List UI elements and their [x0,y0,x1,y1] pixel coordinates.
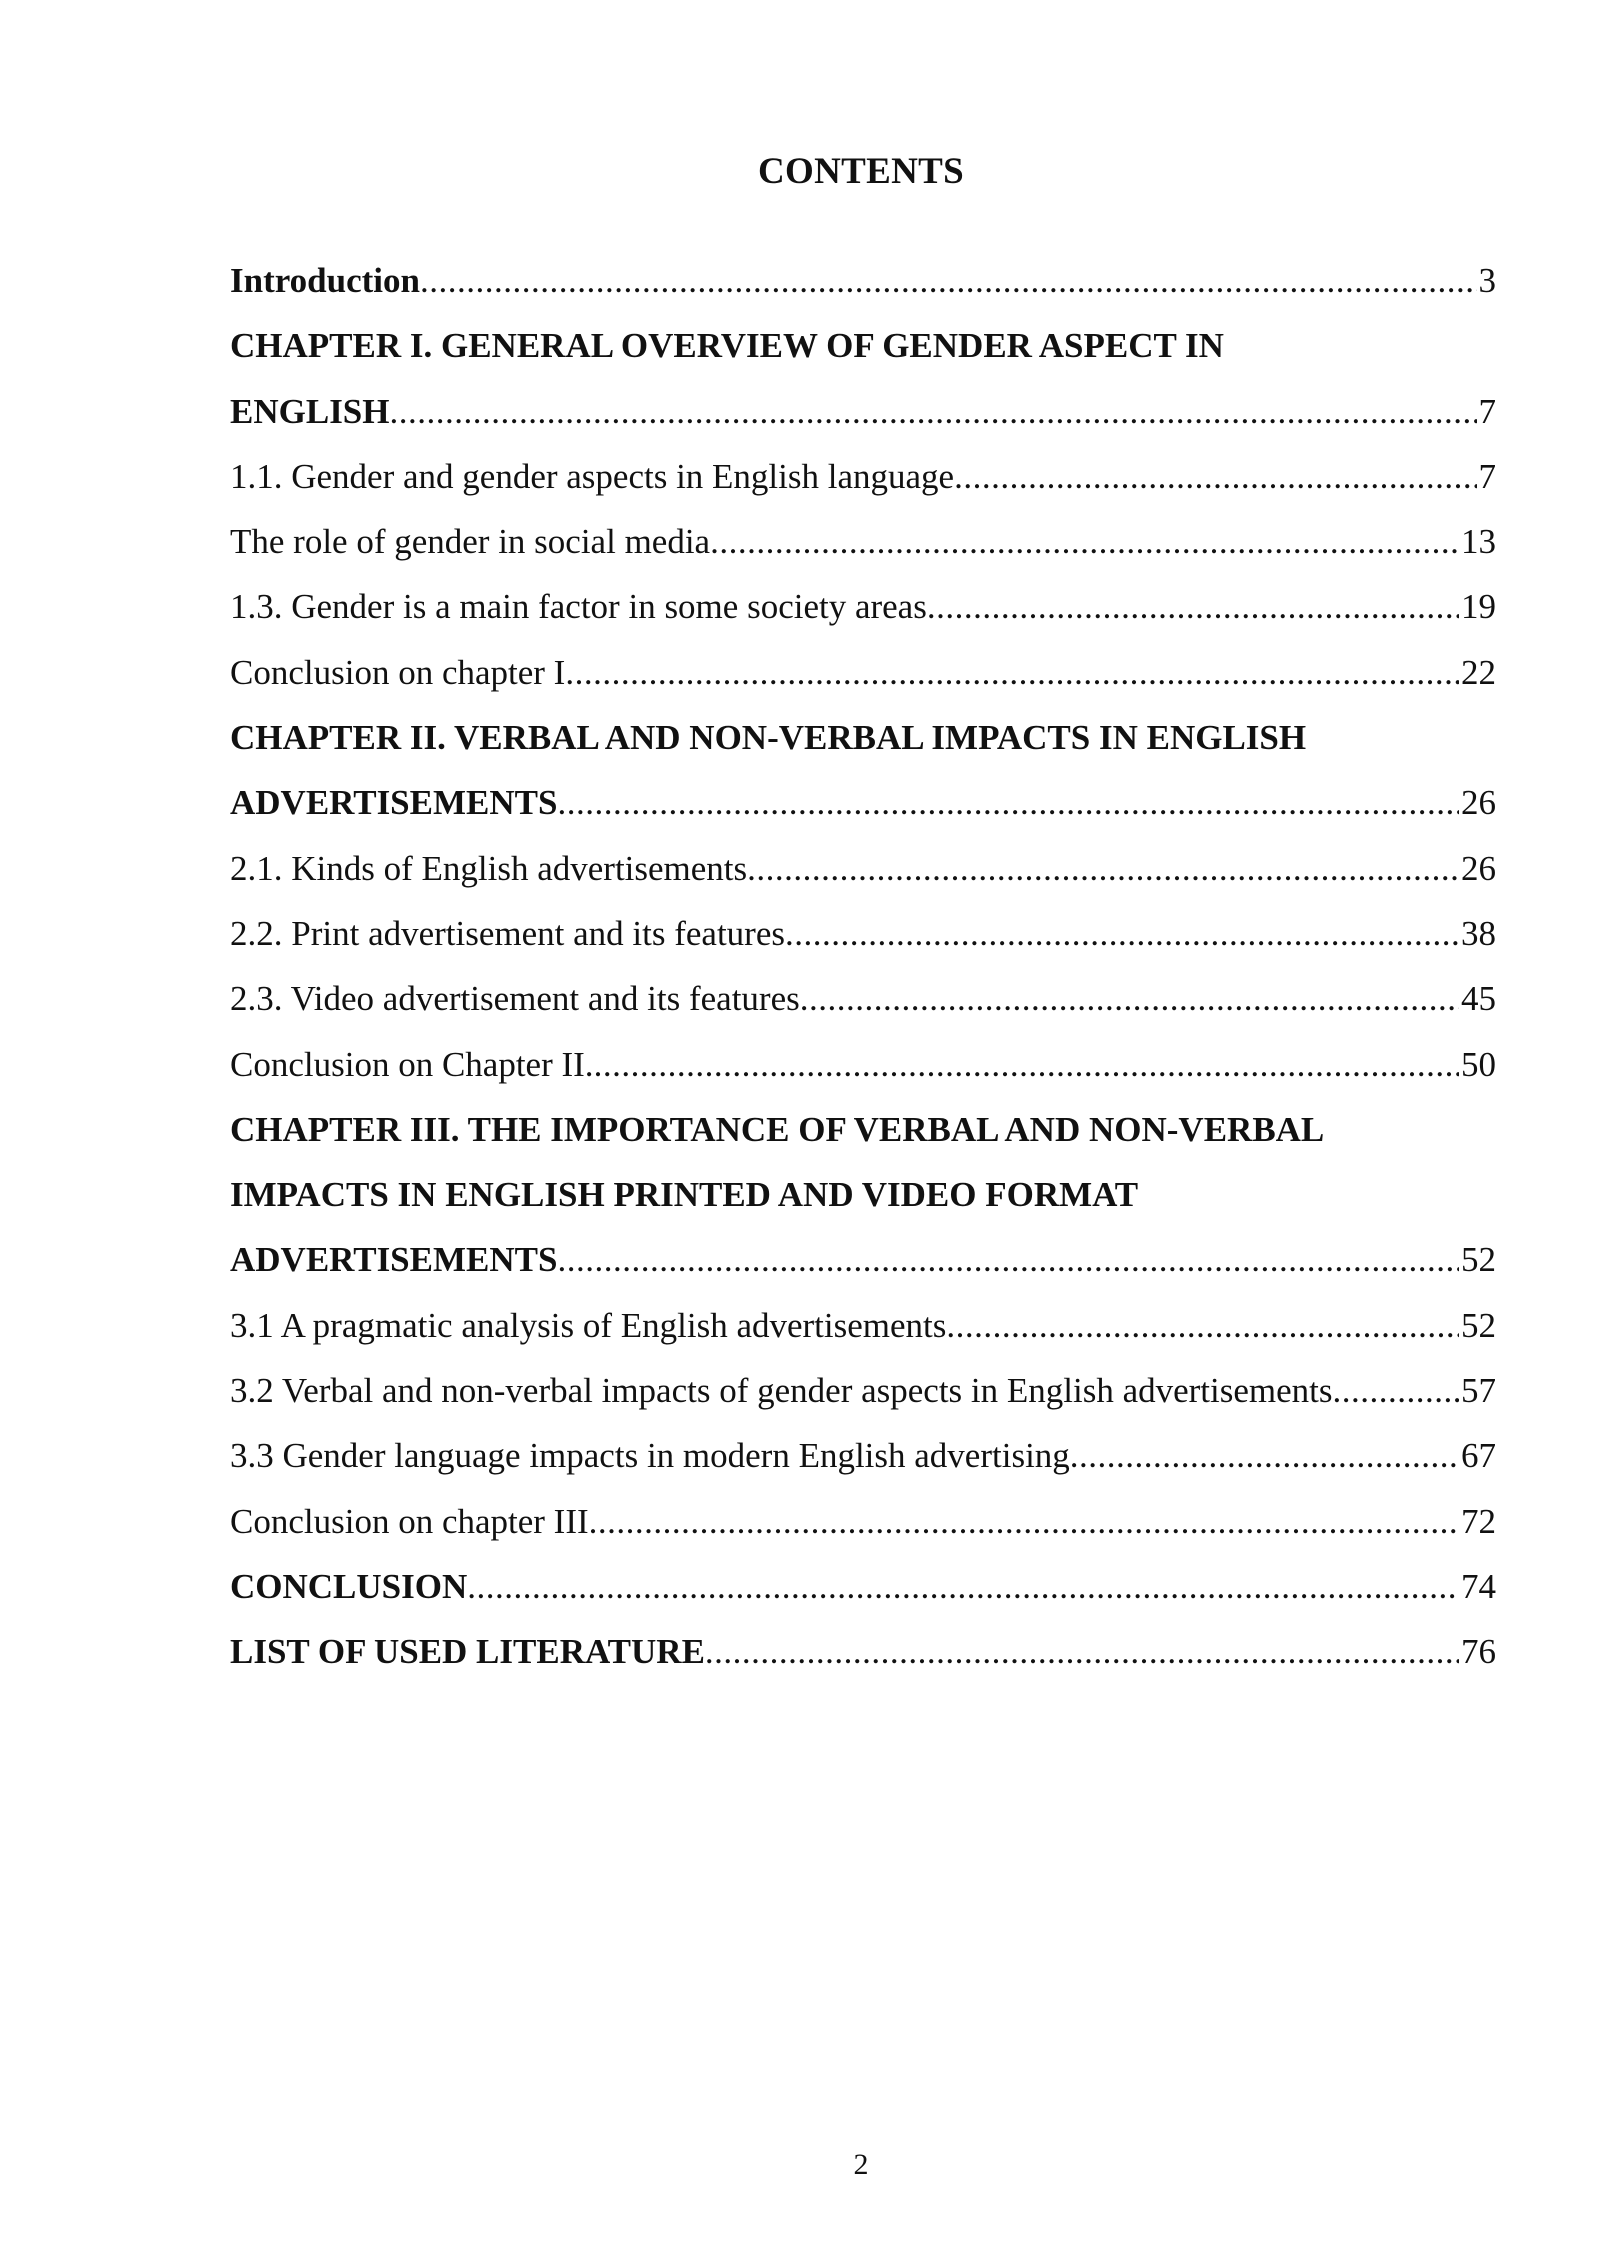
toc-heading[interactable] [230,705,1496,770]
toc-dot-leader [800,966,1459,1031]
toc-entry-title: Introduction [230,261,420,300]
toc-page-number: 52 [1461,1305,1496,1345]
toc-dot-leader [557,770,1459,835]
toc-page-number: 57 [1461,1371,1496,1411]
toc-entry-title: CHAPTER III. THE IMPORTANCE OF VERBAL AND NON-VERBAL [230,1109,1325,1149]
toc-page-number: 26 [1461,783,1496,823]
toc-page-number: 7 [1478,391,1496,431]
toc-entry[interactable] [230,1032,1496,1097]
toc-entry[interactable] [230,901,1496,966]
toc-entry[interactable] [230,1619,1496,1684]
toc-dot-leader [946,1293,1459,1358]
toc-entry[interactable] [230,248,1496,313]
toc-dot-leader [594,1032,1459,1097]
toc-page-number: 3 [1478,261,1496,300]
toc-heading[interactable] [230,1097,1496,1162]
toc-entry[interactable] [230,574,1496,639]
toc-entry[interactable] [230,509,1496,574]
toc-heading[interactable] [230,313,1496,378]
page-title: CONTENTS [758,151,964,192]
toc-dot-leader [1070,1423,1459,1488]
toc-entry-title: 2.2. Print advertisement and its features [230,913,785,953]
toc-dot-leader [420,248,1477,313]
toc-page-number: 22 [1461,652,1496,692]
toc-dot-leader [1333,1358,1459,1423]
toc-page-number: 76 [1461,1632,1496,1672]
toc-dot-leader [390,379,1477,444]
toc-dot-leader [954,444,1476,509]
toc-entry-title: 1.1. Gender and gender aspects in English language [230,456,955,496]
toc-page-number: 26 [1461,848,1496,888]
toc-page-number: 7 [1478,456,1496,496]
toc-dot-leader [710,509,1459,574]
toc-page-number: 52 [1461,1240,1496,1280]
toc-entry[interactable] [230,1554,1496,1619]
toc-entry-title: CONCLUSION [230,1566,468,1606]
toc-entry[interactable] [230,379,1496,444]
toc-entry[interactable] [230,1358,1496,1423]
toc-dot-leader [467,1554,1459,1619]
toc-page-number: 50 [1461,1044,1496,1084]
toc-entry-title: ADVERTISEMENTS [230,1240,558,1280]
toc-entry-title: Conclusion on chapter I [230,652,566,692]
toc-entry-title: ENGLISH [230,391,390,431]
toc-page-number: 45 [1461,979,1496,1019]
toc-entry-title: 2.3. Video advertisement and its features [230,979,800,1019]
toc-entry[interactable] [230,770,1496,835]
toc-heading[interactable] [230,1162,1496,1227]
toc-entry[interactable] [230,836,1496,901]
toc-entry-title: 1.3. Gender is a main factor in some society areas [230,587,927,627]
toc-dot-leader [557,1227,1459,1292]
toc-entry-title: CHAPTER I. GENERAL OVERVIEW OF GENDER ASPECT IN [230,326,1224,366]
toc-entry-title: LIST OF USED LITERATURE [230,1632,705,1672]
toc-entry-title: IMPACTS IN ENGLISH PRINTED AND VIDEO FORMAT [230,1175,1139,1215]
toc-dot-leader [589,1489,1459,1554]
toc-entry[interactable] [230,966,1496,1031]
toc-entry[interactable] [230,1489,1496,1554]
toc-entry-title: 3.3 Gender language impacts in modern English advertising [230,1436,1070,1476]
toc-entry-title: 3.2 Verbal and non-verbal impacts of gender aspects in English advertisements [230,1371,1333,1411]
toc-page-number: 38 [1461,913,1496,953]
toc-entry-title: 3.1 A pragmatic analysis of English advertisements [230,1305,947,1345]
toc-page-number: 67 [1461,1436,1496,1476]
toc-page-number: 19 [1461,587,1496,627]
toc-page-number: 74 [1461,1566,1496,1606]
toc-entry[interactable] [230,640,1496,705]
toc-entry-title: Conclusion on Chapter II. [230,1044,594,1084]
page-number: 2 [853,2148,869,2181]
toc-entry[interactable] [230,1227,1496,1292]
toc-dot-leader [565,640,1459,705]
toc-entry[interactable] [230,1293,1496,1358]
toc-dot-leader [705,1619,1459,1684]
toc-entry[interactable] [230,444,1496,509]
toc-dot-leader [785,901,1459,966]
toc-entry-title: 2.1. Kinds of English advertisements [230,848,748,888]
toc-page-number: 13 [1461,522,1496,562]
toc-entry-title: Conclusion on chapter III [230,1501,589,1541]
table-of-contents [230,248,1496,1685]
toc-page-number: 72 [1461,1501,1496,1541]
toc-entry-title: CHAPTER II. VERBAL AND NON-VERBAL IMPACTS IN ENGLISH [230,718,1307,758]
toc-entry-title: The role of gender in social media [230,522,711,562]
toc-entry-title: ADVERTISEMENTS [230,783,558,823]
toc-entry[interactable] [230,1423,1496,1488]
toc-dot-leader [927,574,1459,639]
toc-dot-leader [747,836,1459,901]
